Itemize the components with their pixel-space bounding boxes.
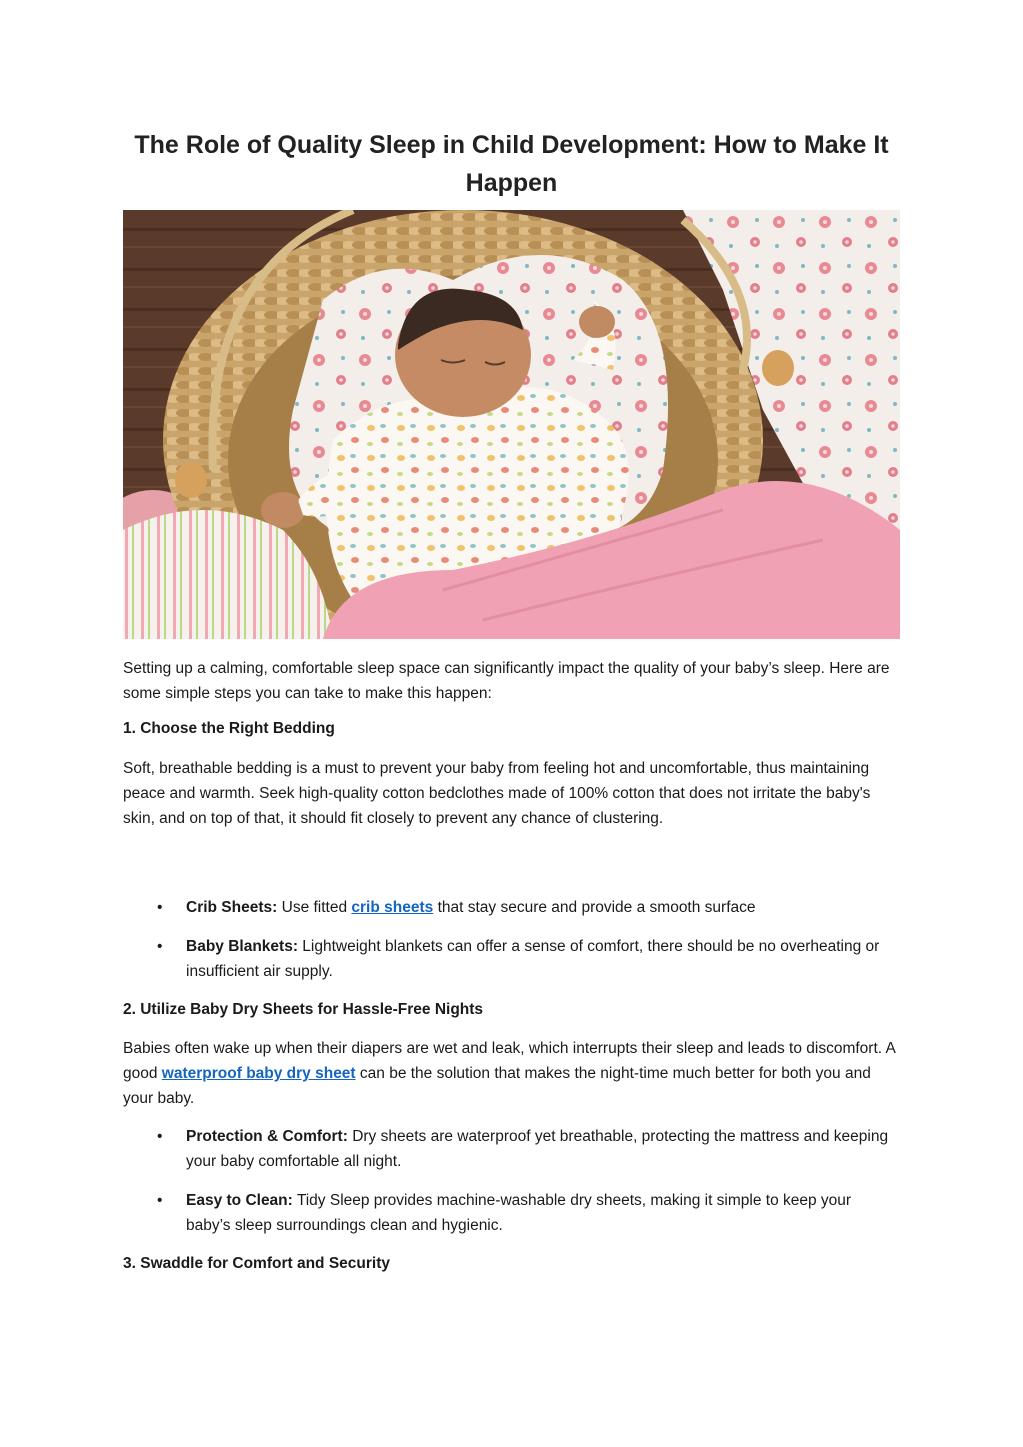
- paragraph-text: Babies often wake up when their diapers are wet and leak, which interrupts their sleep and leads to discomfort. A good: [123, 1040, 895, 1082]
- bullet-label: Crib Sheets:: [186, 899, 278, 916]
- bedding-paragraph: Soft, breathable bedding is a must to prevent your baby from feeling hot and uncomfortable, thus maintaining peace and warmth. Seek high-quality cotton bedclothes made of 100% cotton that does not irritate the baby's skin, and on top of that, it should fit closely to prevent any chance of clustering.: [123, 760, 871, 827]
- section-heading-bedding: 1. Choose the Right Bedding: [123, 720, 335, 737]
- bullet-label: Easy to Clean:: [186, 1192, 293, 1209]
- bullet-icon: •: [157, 1192, 163, 1209]
- bullet-icon: •: [157, 899, 163, 916]
- bullet-label: Baby Blankets:: [186, 938, 298, 955]
- bullet-crib-sheets: [186, 895, 898, 920]
- bullet-baby-blankets: [186, 934, 898, 984]
- bullet-text: Use fitted: [277, 899, 352, 916]
- section-heading-swaddle: 3. Swaddle for Comfort and Security: [123, 1255, 390, 1272]
- bullet-protection-comfort: [186, 1124, 898, 1174]
- paragraph-text: can be the solution that makes the night-time much better for both you and your baby.: [123, 1065, 871, 1107]
- page-title: The Role of Quality Sleep in Child Development: How to Make It Happen: [134, 131, 889, 197]
- waterproof-dry-sheet-link[interactable]: waterproof baby dry sheet: [161, 1065, 356, 1082]
- crib-sheets-link[interactable]: crib sheets: [351, 899, 434, 916]
- bullet-label: Protection & Comfort:: [186, 1128, 348, 1145]
- hero-image: [123, 210, 900, 639]
- bullet-icon: •: [157, 1128, 163, 1145]
- bullet-text: Tidy Sleep provides machine-washable dry sheets, making it simple to keep your baby’s sleep surroundings clean and hygienic.: [186, 1192, 852, 1234]
- bullet-text: Dry sheets are waterproof yet breathable, protecting the mattress and keeping your baby comfortable all night.: [186, 1128, 889, 1170]
- section-heading-dry-sheets: 2. Utilize Baby Dry Sheets for Hassle-Free Nights: [123, 1001, 484, 1018]
- bullet-text: Lightweight blankets can offer a sense of comfort, there should be no overheating or insufficient air supply.: [186, 938, 880, 980]
- bullet-easy-to-clean: [186, 1188, 898, 1238]
- intro-paragraph: Setting up a calming, comfortable sleep space can significantly impact the quality of your baby’s sleep. Here are some simple steps you can take to make this happen:: [123, 660, 890, 702]
- bullet-icon: •: [157, 938, 163, 955]
- bullet-text: that stay secure and provide a smooth surface: [433, 899, 756, 916]
- dry-sheets-paragraph: [123, 1036, 898, 1111]
